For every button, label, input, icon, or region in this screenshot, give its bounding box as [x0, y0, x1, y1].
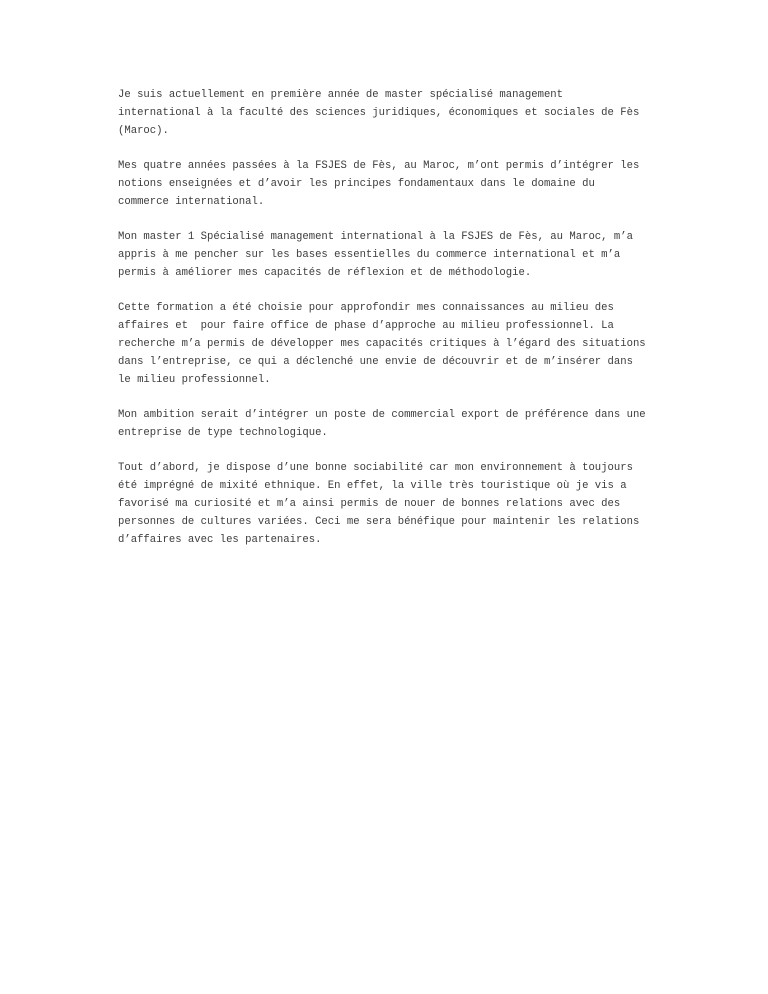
text-line: permis à améliorer mes capacités de réflexion et de méthodologie.	[118, 267, 532, 279]
document-body	[118, 86, 658, 566]
text-line: favorisé ma curiosité et m’a ainsi permis de nouer de bonnes relations avec des	[118, 498, 621, 510]
text-line: Tout d’abord, je dispose d’une bonne sociabilité car mon environnement à toujours	[118, 462, 633, 474]
text-line: le milieu professionnel.	[118, 374, 271, 386]
text-line: Mes quatre années passées à la FSJES de Fès, au Maroc, m’ont permis d’intégrer les	[118, 160, 640, 172]
text-line: (Maroc).	[118, 125, 169, 137]
text-line: international à la faculté des sciences juridiques, économiques et sociales de Fès	[118, 107, 640, 119]
text-line: dans l’entreprise, ce qui a déclenché une envie de découvrir et de m’insérer dans	[118, 356, 633, 368]
text-line: affaires et pour faire office de phase d’approche au milieu professionnel. La	[118, 320, 614, 332]
text-line: recherche m’a permis de développer mes capacités critiques à l’égard des situations	[118, 338, 646, 350]
text-line: notions enseignées et d’avoir les principes fondamentaux dans le domaine du	[118, 178, 595, 190]
text-line: Mon ambition serait d’intégrer un poste de commercial export de préférence dans une	[118, 409, 646, 421]
text-line: Je suis actuellement en première année de master spécialisé management	[118, 89, 564, 101]
paragraph-studies	[118, 157, 658, 211]
text-line: été imprégné de mixité ethnique. En effet, la ville très touristique où je vis a	[118, 480, 627, 492]
text-line: commerce international.	[118, 196, 265, 208]
text-line: personnes de cultures variées. Ceci me sera bénéfique pour maintenir les relations	[118, 516, 640, 528]
text-line: entreprise de type technologique.	[118, 427, 328, 439]
paragraph-training	[118, 299, 658, 389]
text-line: appris à me pencher sur les bases essentielles du commerce international et m’a	[118, 249, 621, 261]
paragraph-ambition	[118, 406, 658, 442]
text-line: Cette formation a été choisie pour approfondir mes connaissances au milieu des	[118, 302, 614, 314]
text-line: d’affaires avec les partenaires.	[118, 534, 322, 546]
paragraph-sociability	[118, 459, 658, 549]
text-line: Mon master 1 Spécialisé management international à la FSJES de Fès, au Maroc, m’a	[118, 231, 633, 243]
paragraph-intro	[118, 86, 658, 140]
paragraph-master	[118, 228, 658, 282]
